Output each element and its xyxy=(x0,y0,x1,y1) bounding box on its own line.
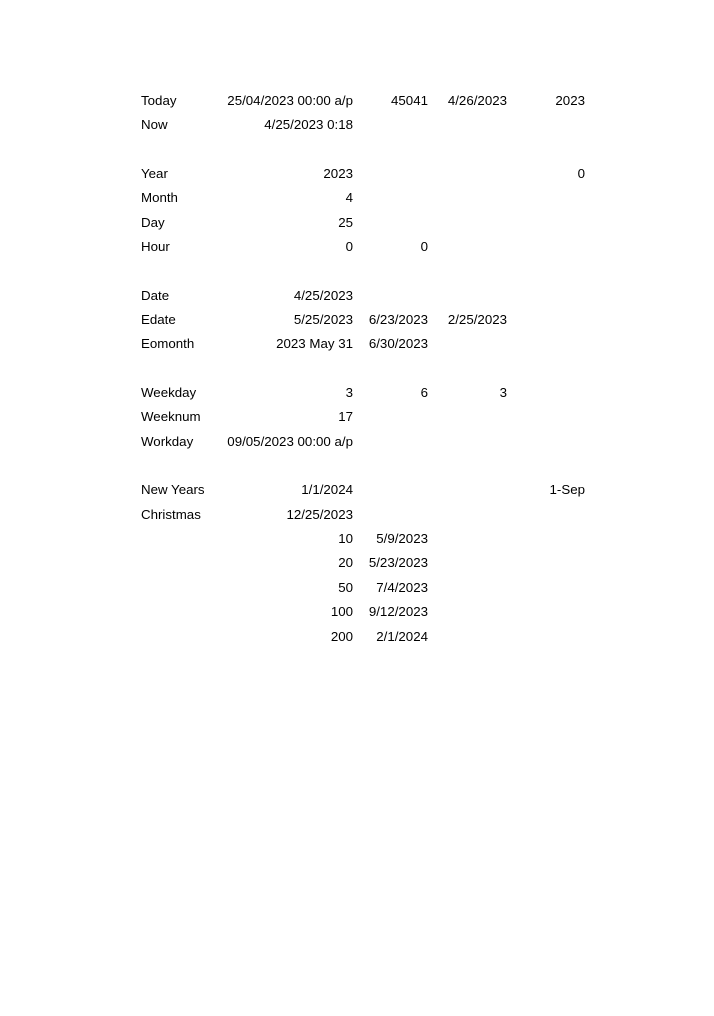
cell-value: 5/9/2023 xyxy=(376,531,428,546)
cell-value: 4/25/2023 xyxy=(293,288,353,303)
cell-value: 12/25/2023 xyxy=(286,507,353,522)
cell-value: 3 xyxy=(345,385,353,400)
row-label: Month xyxy=(141,190,178,205)
row-label: Date xyxy=(141,288,170,303)
row-label: Day xyxy=(141,215,165,230)
cell-value: 200 xyxy=(330,629,353,644)
cell-value: 0 xyxy=(420,239,428,254)
sheet-row-eomonth xyxy=(0,334,714,354)
sheet-row-workday xyxy=(0,432,714,452)
sheet-row-offset-10 xyxy=(0,529,714,549)
cell-value: 25 xyxy=(338,215,353,230)
sheet-row-weekday xyxy=(0,383,714,403)
cell-value: 0 xyxy=(345,239,353,254)
row-label: Today xyxy=(141,93,177,108)
sheet-row-today xyxy=(0,91,714,111)
sheet-row-christmas xyxy=(0,505,714,525)
sheet-row-edate xyxy=(0,310,714,330)
row-label: New Years xyxy=(141,482,205,497)
cell-value: 2/25/2023 xyxy=(447,312,507,327)
cell-value: 4 xyxy=(345,190,353,205)
cell-value: 3 xyxy=(499,385,507,400)
sheet-row-weeknum xyxy=(0,407,714,427)
sheet-row-now xyxy=(0,115,714,135)
sheet-row-year xyxy=(0,164,714,184)
cell-value: 45041 xyxy=(391,93,428,108)
row-label: Year xyxy=(141,166,168,181)
cell-value: 6 xyxy=(420,385,428,400)
cell-value: 0 xyxy=(577,166,585,181)
cell-value: 5/23/2023 xyxy=(368,555,428,570)
cell-value: 4/25/2023 0:18 xyxy=(264,117,353,132)
row-label: Workday xyxy=(141,434,194,449)
row-label: Edate xyxy=(141,312,176,327)
row-label: Christmas xyxy=(141,507,201,522)
sheet-row-month xyxy=(0,188,714,208)
cell-value: 6/23/2023 xyxy=(368,312,428,327)
cell-value: 09/05/2023 00:00 a/p xyxy=(227,434,353,449)
cell-value: 1/1/2024 xyxy=(301,482,353,497)
cell-value: 50 xyxy=(338,580,353,595)
cell-value: 10 xyxy=(338,531,353,546)
cell-value: 1-Sep xyxy=(549,482,585,497)
row-label: Weekday xyxy=(141,385,197,400)
cell-value: 20 xyxy=(338,555,353,570)
cell-value: 2/1/2024 xyxy=(376,629,428,644)
cell-value: 9/12/2023 xyxy=(368,604,428,619)
sheet-row-date xyxy=(0,286,714,306)
cell-value: 25/04/2023 00:00 a/p xyxy=(227,93,353,108)
cell-value: 4/26/2023 xyxy=(447,93,507,108)
cell-value: 7/4/2023 xyxy=(376,580,428,595)
cell-value: 100 xyxy=(330,604,353,619)
sheet-row-offset-200 xyxy=(0,627,714,647)
row-label: Now xyxy=(141,117,168,132)
row-label: Hour xyxy=(141,239,170,254)
sheet-row-offset-20 xyxy=(0,553,714,573)
sheet-row-day xyxy=(0,213,714,233)
sheet-row-offset-100 xyxy=(0,602,714,622)
cell-value: 2023 xyxy=(323,166,353,181)
row-label: Weeknum xyxy=(141,409,201,424)
sheet-row-offset-50 xyxy=(0,578,714,598)
cell-value: 2023 May 31 xyxy=(276,336,353,351)
cell-value: 17 xyxy=(338,409,353,424)
cell-value: 6/30/2023 xyxy=(368,336,428,351)
cell-value: 5/25/2023 xyxy=(293,312,353,327)
sheet-row-hour xyxy=(0,237,714,257)
row-label: Eomonth xyxy=(141,336,195,351)
cell-value: 2023 xyxy=(555,93,585,108)
sheet-row-new-years xyxy=(0,480,714,500)
